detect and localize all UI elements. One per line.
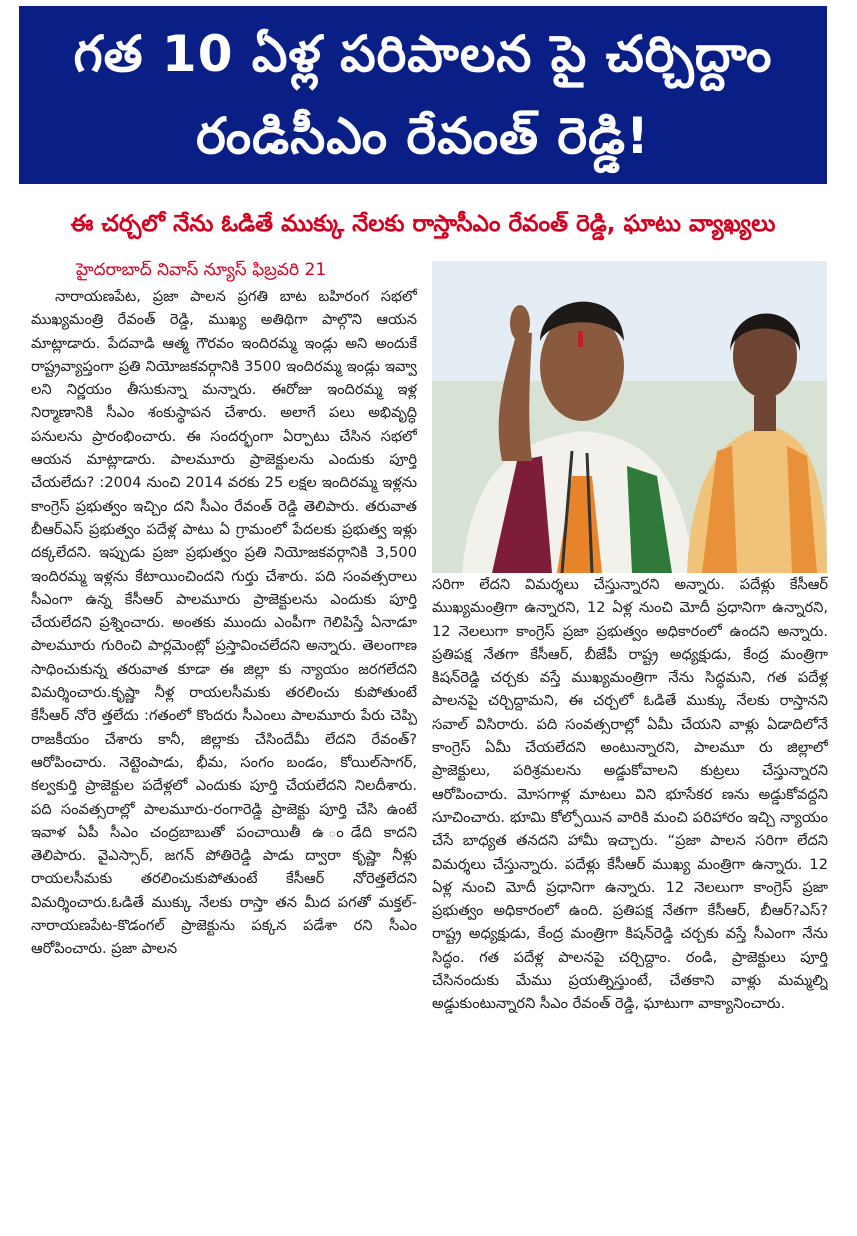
article-column-left: నారాయణపేట, ప్రజా పాలన ప్రగతి బాట బహిరంగ సభలో ముఖ్యమంత్రి రేవంత్ రెడ్డి, ముఖ్య అతిథిగా పాల్గొని ఆయన మాట్లాడారు. పేదవాడి ఆత్మ గౌరవం ఇందిరమ్మ ఇండ్లు అని అందుకే రాష్ట్రవ్యాప్తంగా ప్రతి నియోజకవర్గానికి 3500 ఇందిరమ్మ ఇండ్లు ఇవ్వా లని నిర్ణయం తీసుకున్నా మన్నారు. ఈరోజు ఇందిరమ్మ ఇళ్ల నిర్మాణానికి సీఎం శంకుస్థాపన చేశారు. అలాగే పలు అభివృద్ధి పనులను ప్రారంభించారు. ఈ సందర్భంగా ఏర్పాటు చేసిన సభలో ఆయన మాట్లాడారు. పాలమూరు ప్రాజెక్టులను ఎందుకు పూర్తి చేయలేదు? :2004 నుంచి 2014 వరకు 25 లక్షల ఇందిరమ్మ ఇళ్లను కాంగ్రెస్ ప్రభుత్వం ఇచ్చిం దని సీఎం రేవంత్ రెడ్డి తెలిపారు. తరువాత బీఆర్ఎస్ ప్రభుత్వం పదేళ్ల పాటు ఏ గ్రామంలో పేదలకు ప్రభుత్వ ఇళ్లు దక్కలేదని. ఇప్పుడు ప్రజా ప్రభుత్వం ప్రతి నియోజకవర్గానికి 3,500 ఇందిరమ్మ ఇళ్లను కేటాయించిందని గుర్తు చేశారు. పది సంవత్సరాలు సీఎంగా ఉన్న కేసీఆర్ పాలమూరు ప్రాజెక్టులను ఎందుకు పూర్తి చేయలేదని ప్రశ్నించారు. అంతకు ముందు ఎంపీగా గెలిపిస్తే ఏనాడూ పాలమూరు గురించి పార్లమెంట్లో ప్రస్తావించలేదని అన్నారు. తెలంగాణ సాధించుకున్న తరువాత కూడా ఈ జిల్లా కు న్యాయం జరగలేదని విమర్శించారు.కృష్ణా నీళ్ల రాయలసీమకు తరలించు కుపోతుంటే కేసీఆర్ నోరె త్తలేదు :గతంలో కొందరు సీఎంలు పాలమూరు పేరు చెప్పి రాజకీయం చేశారు కానీ, జిల్లాకు చేసిందేమీ లేదని రేవంత్? ఆరోపించారు. నెట్టెంపాడు, భీమ, సంగం బండం, కోయిల్‌సాగర్, కల్వకుర్తి ప్రాజెక్టుల పదేళ్లలో ఎందుకు పూర్తి చేయలేదని నిలదీశారు. పది సంవత్సరాల్లో పాలమూరు-రంగారెడ్డి ప్రాజెక్టు పూర్తి చేసి ఉంటే ఇవాళ ఏపీ సీఎం చంద్రబాబుతో పంచాయితీ ఉ ండేది కాదని తెలిపారు. వైఎస్సార్, జగన్ పోతిరెడ్డి పాడు ద్వారా కృష్ణా నీళ్లు రాయలసీమకు తరలించుకుపోతుంటే కేసీఆర్ నోరెత్తలేదని విమర్శించారు.ఓడితే ముక్కు నేలకు రాస్తా తన మీద పగతో మక్తల్- నారాయణపేట-కొడంగల్ ప్రాజెక్టును పక్కన పడేశా రని సీఎం ఆరోపించారు. ప్రజా పాలన [31, 288, 417, 958]
news-photo [432, 261, 827, 573]
dateline: హైదరాబాద్ నివాస్ న్యూస్ ఫిబ్రవరి 21 [76, 260, 327, 280]
subheadline: ఈ చర్చలో నేను ఓడితే ముక్కు నేలకు రాస్తాసీఎం రేవంత్ రెడ్డి, ఘాటు వ్యాఖ్యలు [70, 211, 776, 237]
headline-line-1: గత 10 ఏళ్ల పరిపాలన పై చర్చిద్దాం [73, 25, 773, 83]
article-column-right: సరిగా లేదని విమర్శలు చేస్తున్నారని అన్నారు. పదేళ్లు కేసీఆర్ ముఖ్యమంత్రిగా ఉన్నారని, 12 ఏళ్ల నుంచి మోదీ ప్రధానిగా ఉన్నారని, 12 నెలలుగా కాంగ్రెస్ ప్రజా ప్రభుత్వం అధికారంలో ఉందని అన్నారు. ప్రతిపక్ష నేతగా కేసీఆర్, బీజేపీ రాష్ట్ర అధ్యక్షుడు, కేంద్ర మంత్రిగా కిషన్‌రెడ్డి చర్చకు వస్తే ముఖ్యమంత్రిగా నేను సిద్ధమని, గత పదేళ్ల పాలనపై చర్చిద్దామని, ఈ చర్చలో ఓడితే ముక్కు నేలకు రాస్తానని సవాల్ విసిరారు. పది సంవత్సరాల్లో ఏమీ చేయని వాళ్లు ఏడాదిలోనే కాంగ్రెస్ ఏమీ చేయలేదని అంటున్నారని, పాలమూ రు జిల్లాలో ప్రాజెక్టులు, పరిశ్రమలను అడ్డుకోవాలని కుట్రలు చేస్తున్నారని ఆరోపించారు. మోసగాళ్ల మాటలు విని భూసేకర ణను అడ్డుకోవద్దని సూచించారు. భూమి కోల్పోయిన వారికి మంచి పరిహారం ఇచ్చి న్యాయం చేసే బాధ్యత తనదని హామీ ఇచ్చారు. “ప్రజా పాలన సరిగా లేదని విమర్శలు చేస్తున్నారు. పదేళ్లు కేసీఆర్ ముఖ్య మంత్రిగా ఉన్నారు. 12 ఏళ్ల నుంచి మోదీ ప్రధానిగా ఉన్నారు. 12 నెలలుగా కాంగ్రెస్ ప్రజా ప్రభుత్వం అధికారంలో ఉంది. ప్రతిపక్ష నేతగా కేసీఆర్, బీఆర్?ఎస్? రాష్ట్ర అధ్యక్షుడు, కేంద్ర మంత్రిగా కిషన్‌రెడ్డి చర్చకు వస్తే సీఎంగా నేను సిద్ధం. గత పదేళ్ల పాలనపై చర్చిద్దాం. రండి, ప్రాజెక్టులు పూర్తి చేసినందుకు మేము ప్రయత్నిస్తుంటే, చేతకాని వాళ్లు మమ్మల్ని అడ్డుకుంటున్నారని సీఎం రేవంత్ రెడ్డి, ఘాటుగా వాక్యానించారు. [432, 576, 828, 1013]
headline-banner [19, 6, 827, 184]
headline-line-2: రండిసీఎం రేవంత్ రెడ్డి! [196, 107, 650, 165]
